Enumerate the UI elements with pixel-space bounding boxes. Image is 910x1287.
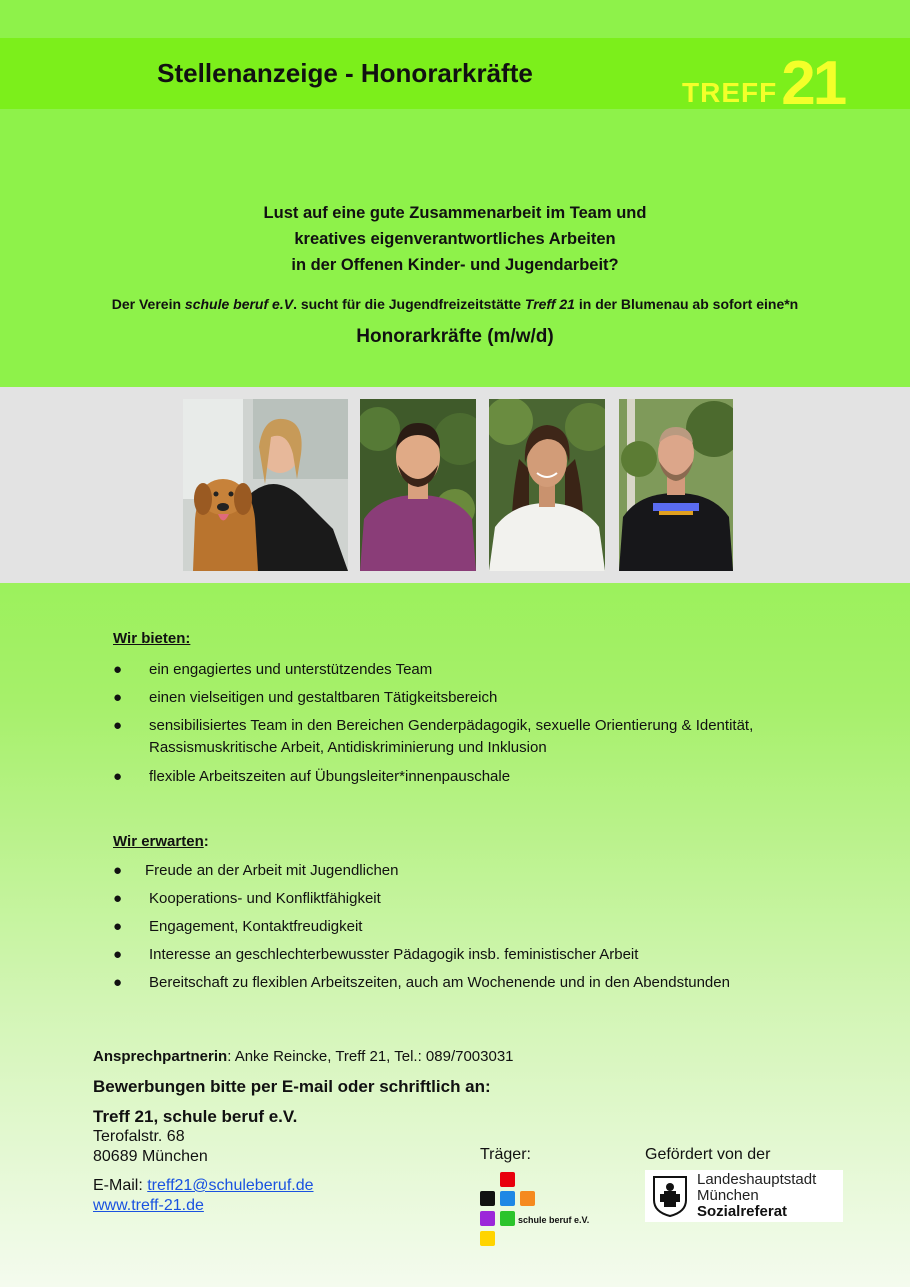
list-item-text: Freude an der Arbeit mit Jugendlichen	[145, 862, 399, 879]
subline-text: . sucht für die Jugendfreizeitstätte	[293, 296, 525, 312]
funding-text	[697, 1172, 816, 1220]
postal-address	[93, 1107, 297, 1167]
team-photo-woman-white-blouse	[489, 399, 605, 571]
email-link[interactable]: treff21@schuleberuf.de	[147, 1177, 314, 1194]
subline-text: in der Blumenau ab sofort eine*n	[574, 296, 799, 312]
bullet: ●	[113, 890, 123, 907]
logo-number: 21	[781, 49, 845, 118]
bullet: ●	[113, 717, 123, 734]
schule-beruf-logo	[478, 1170, 608, 1250]
sponsor-label: Träger:	[480, 1146, 531, 1163]
logo-square-black	[480, 1191, 495, 1206]
list-item-text: Interesse an geschlechterbewusster Pädagogik insb. feministischer Arbeit	[149, 946, 639, 963]
subline-text: Der Verein	[111, 296, 185, 312]
logo-square-purple	[480, 1211, 495, 1226]
bullet: ●	[113, 974, 123, 991]
munich-crest-icon	[651, 1174, 689, 1218]
contact-person	[93, 1048, 514, 1065]
list-item-text: Kooperations- und Konfliktfähigkeit	[149, 890, 381, 907]
bullet: ●	[113, 661, 123, 678]
list-item-text: sensibilisiertes Team in den Bereichen Genderpädagogik, sexuelle Orientierung & Identität, Rassismuskritische Arbeit, Antidiskriminierung und Inklusion	[149, 717, 754, 756]
logo-square-blue	[500, 1191, 515, 1206]
offer-heading: Wir bieten:	[113, 630, 191, 647]
bullet: ●	[113, 862, 123, 879]
logo-word: TREFF	[682, 77, 778, 108]
application-instruction: Bewerbungen bitte per E-mail oder schriftlich an:	[93, 1077, 491, 1096]
intro-question	[0, 200, 910, 278]
list-item-text: flexible Arbeitszeiten auf Übungsleiter*innenpauschale	[149, 768, 511, 785]
logo-square-orange	[520, 1191, 535, 1206]
email-label: E-Mail:	[93, 1177, 148, 1194]
team-photo-strip	[0, 387, 910, 583]
logo-text: schule beruf e.V.	[518, 1215, 590, 1225]
team-photo-man-purple-shirt	[360, 399, 476, 571]
team-photo-woman-with-dog	[183, 399, 348, 571]
expect-heading	[113, 833, 209, 850]
treff21-logo	[682, 48, 845, 118]
bullet: ●	[113, 768, 123, 785]
funding-line2: München	[697, 1187, 759, 1204]
bullet: ●	[113, 689, 123, 706]
logo-square-red	[500, 1172, 515, 1187]
funding-line1: Landeshauptstadt	[697, 1171, 817, 1188]
intro-line: in der Offenen Kinder- und Jugendarbeit?	[291, 256, 619, 274]
bullet: ●	[113, 946, 123, 963]
org-name: schule beruf e.V	[184, 296, 294, 312]
team-photo-man-black-tshirt	[619, 399, 733, 571]
funding-line3: Sozialreferat	[697, 1203, 788, 1220]
online-contact	[93, 1176, 314, 1216]
list-item-text: Bereitschaft zu flexiblen Arbeitszeiten, auch am Wochenende und in den Abendstunden	[149, 974, 730, 991]
expect-heading-text: Wir erwarten	[113, 833, 204, 850]
logo-square-yellow	[480, 1231, 495, 1246]
role-title: Honorarkräfte (m/w/d)	[356, 326, 554, 347]
expect-heading-colon: :	[203, 833, 209, 850]
funding-label: Gefördert von der	[645, 1146, 771, 1163]
intro-line: Lust auf eine gute Zusammenarbeit im Team und	[263, 204, 647, 222]
venue-name: Treff 21	[524, 296, 575, 312]
address-street: Terofalstr. 68	[93, 1128, 185, 1145]
website-link[interactable]: www.treff-21.de	[93, 1197, 204, 1214]
bullet: ●	[113, 918, 123, 935]
contact-details: : Anke Reincke, Treff 21, Tel.: 089/7003031	[227, 1048, 514, 1065]
address-city: 80689 München	[93, 1148, 208, 1165]
organization-statement	[0, 296, 910, 312]
intro-line: kreatives eigenverantwortliches Arbeiten	[294, 230, 616, 248]
contact-label: Ansprechpartnerin	[93, 1048, 228, 1065]
list-item-text: ein engagiertes und unterstützendes Team	[149, 661, 433, 678]
munich-social-department-logo	[645, 1170, 843, 1222]
address-name: Treff 21, schule beruf e.V.	[93, 1107, 298, 1126]
page-title: Stellenanzeige - Honorarkräfte	[157, 58, 533, 88]
list-item-text: einen vielseitigen und gestaltbaren Tätigkeitsbereich	[149, 689, 498, 706]
list-item-text: Engagement, Kontaktfreudigkeit	[149, 918, 363, 935]
logo-square-green	[500, 1211, 515, 1226]
